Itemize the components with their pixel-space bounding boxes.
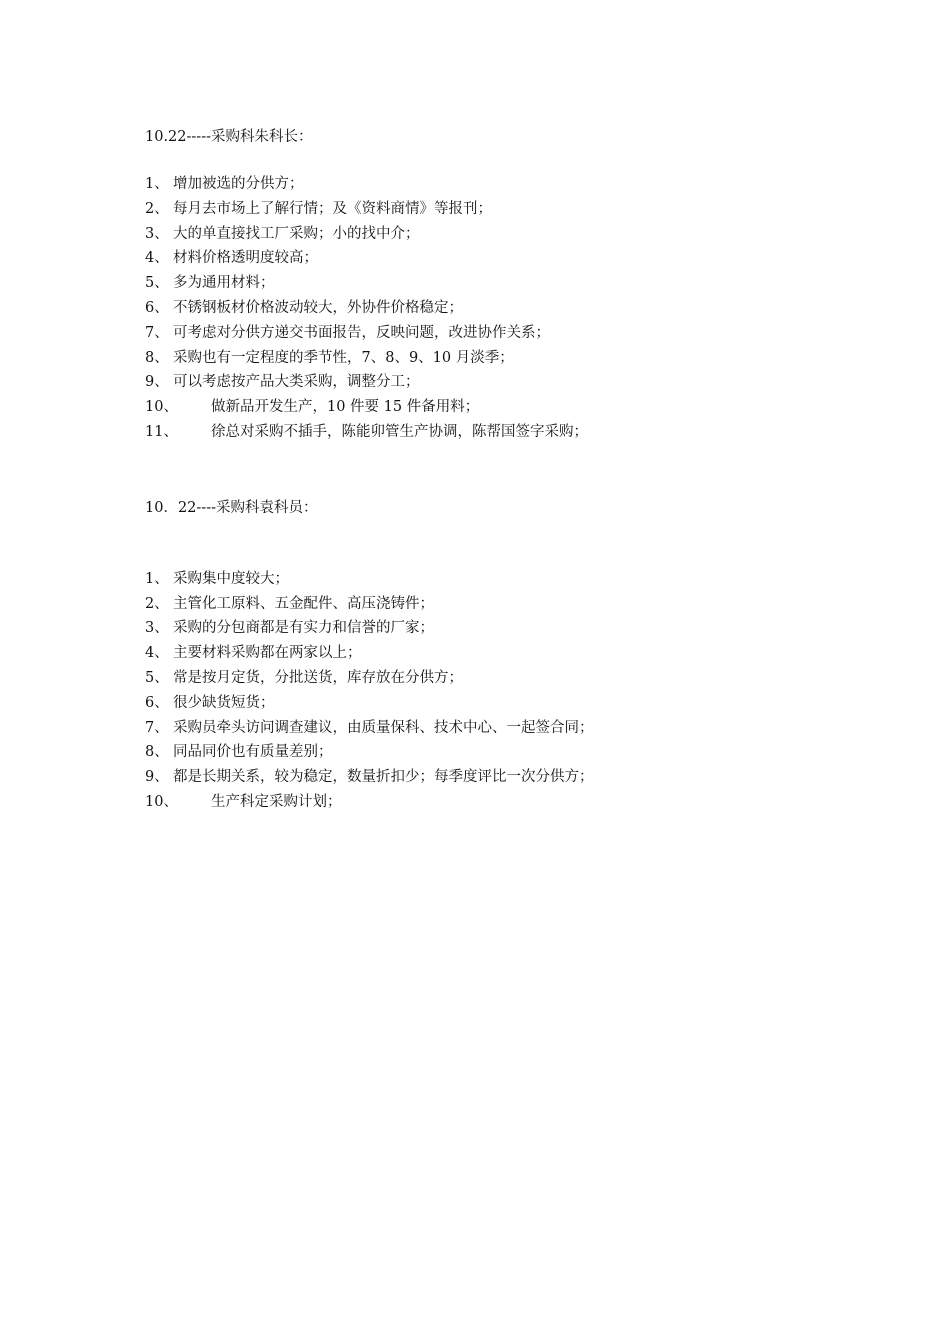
list-item [145,666,865,691]
item-text: 都是长期关系，较为稳定，数量折扣少；每季度评比一次分供方； [173,769,594,786]
notes-list-yuan [145,567,865,815]
list-item [145,346,865,371]
item-number: 7、 [145,324,169,341]
item-text: 不锈钢板材价格波动较大，外协件价格稳定； [173,299,463,316]
list-item [145,716,865,741]
list-item [145,197,865,222]
item-text: 采购集中度较大； [173,570,289,587]
item-number: 5、 [145,669,169,686]
item-text: 增加被选的分供方； [173,176,304,192]
item-number: 4、 [145,645,169,662]
list-item [145,172,865,197]
item-number: 6、 [145,299,169,316]
item-text: 每月去市场上了解行情；及《资料商情》等报刊； [173,200,492,217]
item-number: 2、 [145,595,169,612]
item-number: 5、 [145,275,169,292]
item-number: 10、 [145,399,178,416]
item-text: 做新品开发生产，10 件要 15 件备用料； [211,399,480,416]
document-page [145,124,865,815]
item-number: 1、 [145,176,169,192]
item-number: 11、 [145,423,178,440]
item-text: 采购也有一定程度的季节性，7、8、9、10 月淡季； [173,349,514,366]
item-number: 4、 [145,250,169,267]
item-text: 很少缺货短货； [173,694,275,711]
list-item [145,765,865,790]
list-item [145,420,865,445]
item-text: 可以考虑按产品大类采购，调整分工； [173,374,420,391]
item-text: 采购的分包商都是有实力和信誉的厂家； [173,620,434,637]
list-item [145,790,865,815]
item-text: 生产科定采购计划； [211,793,342,810]
item-text: 大的单直接找工厂采购；小的找中介； [173,225,420,242]
list-item [145,616,865,641]
list-item [145,370,865,395]
item-number: 10、 [145,793,178,810]
section-heading-yuan: 10．22----采购科袁科员： [145,499,318,516]
item-number: 6、 [145,694,169,711]
item-number: 9、 [145,769,169,786]
notes-list-zhu [145,172,865,445]
item-text: 主管化工原料、五金配件、高压浇铸件； [173,595,434,612]
item-number: 2、 [145,200,169,217]
item-text: 采购员牵头访问调查建议，由质量保科、技术中心、一起签合同； [173,719,594,736]
list-item [145,592,865,617]
item-number: 3、 [145,225,169,242]
item-text: 材料价格透明度较高； [173,250,318,267]
item-number: 3、 [145,620,169,637]
item-text: 同品同价也有质量差别； [173,744,333,761]
list-item [145,246,865,271]
item-text: 可考虑对分供方递交书面报告，反映问题，改进协作关系； [173,324,550,341]
list-item [145,395,865,420]
item-text: 常是按月定货，分批送货，库存放在分供方； [173,669,463,686]
list-item [145,296,865,321]
item-text: 徐总对采购不插手，陈能卯管生产协调，陈帮国签字采购； [211,423,588,440]
list-item [145,567,865,592]
item-text: 多为通用材料； [173,275,275,292]
item-number: 7、 [145,719,169,736]
list-item [145,740,865,765]
section-heading-zhu: 10.22-----采购科朱科长： [145,129,313,145]
list-item [145,691,865,716]
list-item [145,321,865,346]
list-item [145,222,865,247]
item-number: 8、 [145,744,169,761]
item-text: 主要材料采购都在两家以上； [173,645,362,662]
item-number: 9、 [145,374,169,391]
item-number: 8、 [145,349,169,366]
list-item [145,641,865,666]
item-number: 1、 [145,570,169,587]
list-item [145,271,865,296]
